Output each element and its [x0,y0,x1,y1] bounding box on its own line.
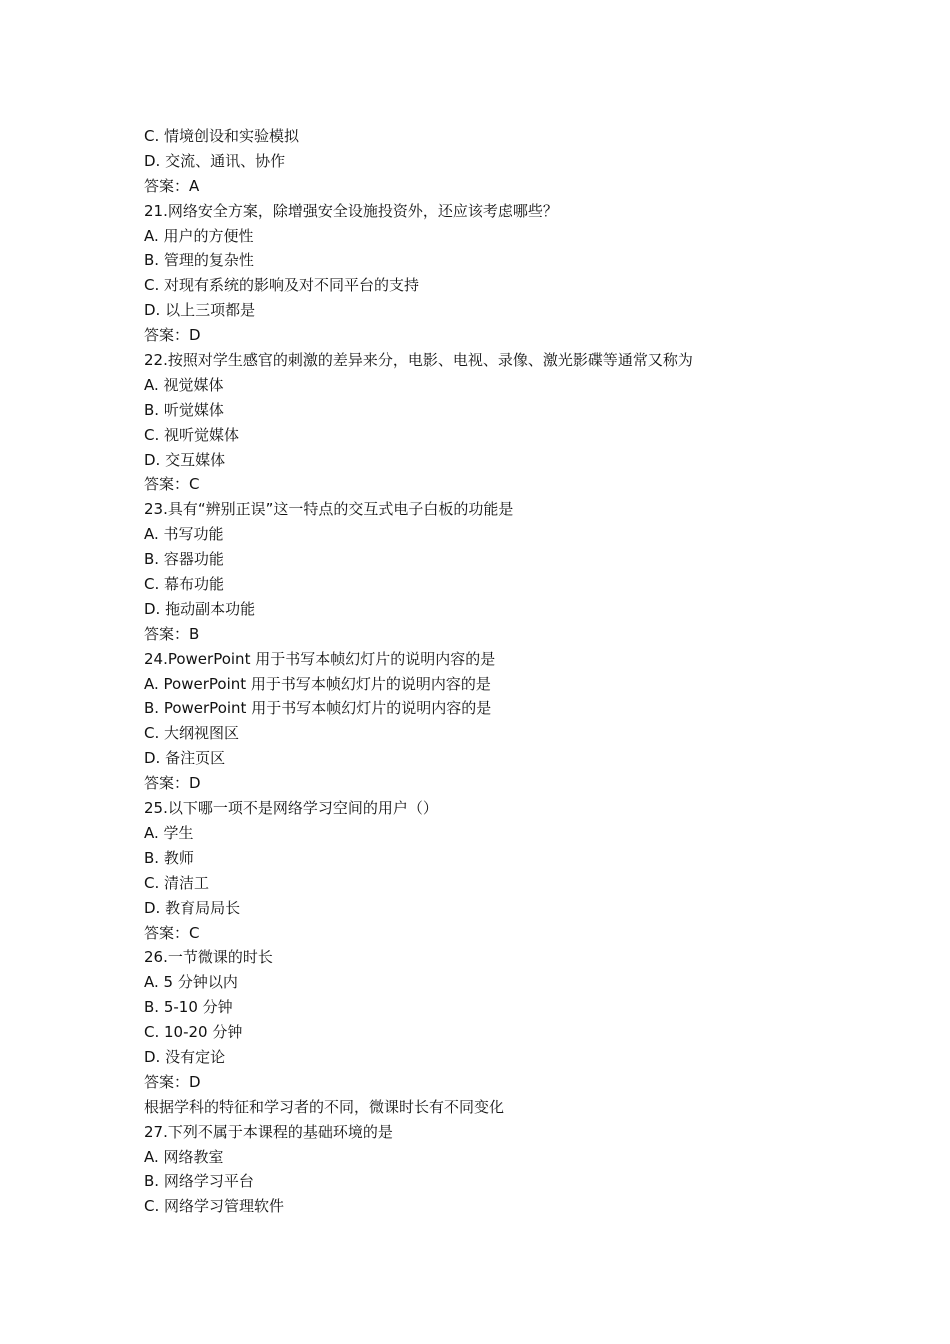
option-b-line: B. 5-10 分钟 [144,998,233,1017]
option-c-line: C. 幕布功能 [144,575,225,594]
option-c-line: C. 清洁工 [144,873,210,892]
option-a-line: A. 5 分钟以内 [144,973,238,992]
answer-line: 答案：D [144,326,201,345]
answer-line: 答案：D [144,1072,201,1091]
answer-line: 答案：C [144,475,200,494]
option-c-line: C. 大纲视图区 [144,724,240,743]
option-a-line: A. 书写功能 [144,525,224,544]
option-d-line: D. 没有定论 [144,1047,226,1066]
option-d-line: D. 交流、通讯、协作 [144,151,286,170]
question-22: 22.按照对学生感官的刺激的差异来分，电影、电视、录像、激光影碟等通常又称为 [144,351,693,370]
option-d-line: D. 以上三项都是 [144,301,256,320]
option-b-line: B. 听觉媒体 [144,400,224,419]
option-a-line: A. PowerPoint 用于书写本帧幻灯片的说明内容的是 [144,674,491,693]
question-26: 26.一节微课的时长 [144,948,273,967]
option-c-line: C. 视听觉媒体 [144,425,240,444]
answer-line: 答案：D [144,774,201,793]
option-c-line: C. 情境创设和实验模拟 [144,127,300,145]
option-d-line: D. 教育局局长 [144,898,241,917]
option-d-line: D. 备注页区 [144,749,226,768]
answer-line: 答案：B [144,624,200,643]
option-a-line: A. 网络教室 [144,1147,224,1166]
option-c-line: C. 对现有系统的影响及对不同平台的支持 [144,276,420,295]
option-c-line: C. 10-20 分钟 [144,1023,243,1042]
option-d-line: D. 交互媒体 [144,450,226,469]
question-24: 24.PowerPoint 用于书写本帧幻灯片的说明内容的是 [144,649,496,668]
document-body [144,124,824,1219]
option-b-line: B. 网络学习平台 [144,1172,254,1191]
question-27: 27.下列不属于本课程的基础环境的是 [144,1122,393,1141]
option-a-line: A. 视觉媒体 [144,375,224,394]
option-d-line: D. 拖动副本功能 [144,599,256,618]
option-b-line: B. 容器功能 [144,550,224,569]
option-a-line: A. 学生 [144,823,194,842]
option-b-line: B. 教师 [144,848,194,867]
answer-line: 答案：C [144,923,200,942]
answer-line: 答案：A [144,176,200,195]
question-25: 25.以下哪一项不是网络学习空间的用户（） [144,799,438,818]
explanation-line: 根据学科的特征和学习者的不同，微课时长有不同变化 [144,1097,505,1116]
option-b-line: B. PowerPoint 用于书写本帧幻灯片的说明内容的是 [144,699,492,718]
option-c-line: C. 网络学习管理软件 [144,1197,285,1216]
option-b-line: B. 管理的复杂性 [144,251,254,270]
option-a-line: A. 用户的方便性 [144,226,254,245]
question-23: 23.具有“辨别正误”这一特点的交互式电子白板的功能是 [144,500,514,519]
question-21: 21.网络安全方案，除增强安全设施投资外，还应该考虑哪些？ [144,201,558,220]
